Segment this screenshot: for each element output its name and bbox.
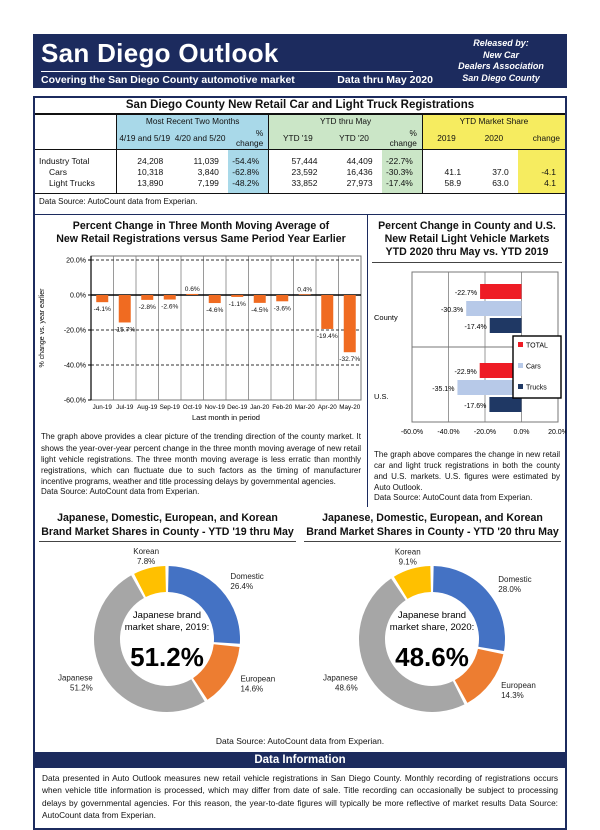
- table-cell: 37.0: [492, 167, 509, 177]
- table-cell: -30.3%: [382, 167, 423, 178]
- table-cell: 4.1: [518, 178, 565, 193]
- svg-text:European14.3%: European 14.3%: [501, 681, 536, 701]
- county-us-panel: [367, 215, 566, 507]
- row-label: Cars: [49, 167, 67, 177]
- svg-text:0.4%: 0.4%: [297, 286, 313, 294]
- svg-text:-20.0%: -20.0%: [63, 327, 86, 335]
- moving-average-panel: [35, 215, 367, 507]
- svg-text:Dec-19: Dec-19: [227, 404, 248, 412]
- svg-text:Trucks: Trucks: [526, 384, 547, 392]
- moving-average-note: The graph above provides a clear picture of the trending direction of the county market. It shows the year-over-year percent change in the three month moving average of new retail light vehicle registrations. The three month moving average is less erratic than monthly registrations, which can fluctuate due to such factors as the timing of manufacturer incentive programs, weather and title processing delays by governmental agencies.: [41, 432, 361, 487]
- released-by-line: New Car: [482, 49, 519, 60]
- svg-text:market share, 2019:: market share, 2019:: [124, 621, 210, 633]
- released-by-line: Released by:: [473, 38, 529, 48]
- table-cell: -17.4%: [382, 178, 423, 193]
- column-subheader: 2019: [422, 127, 470, 150]
- svg-text:Nov-19: Nov-19: [204, 404, 225, 412]
- donut-2020-panel: [300, 507, 565, 733]
- svg-text:% change vs. year earlier: % change vs. year earlier: [39, 288, 46, 368]
- table-cell: -62.8%: [228, 167, 269, 178]
- svg-text:Jan-20: Jan-20: [250, 404, 270, 412]
- svg-text:-32.7%: -32.7%: [339, 356, 361, 364]
- svg-text:-22.7%: -22.7%: [454, 289, 478, 297]
- svg-text:-22.9%: -22.9%: [454, 368, 477, 376]
- svg-text:Domestic26.4%: Domestic 26.4%: [230, 571, 264, 591]
- masthead-divider: [41, 71, 413, 72]
- svg-text:Mar-20: Mar-20: [294, 404, 315, 412]
- table-source: Data Source: AutoCount data from Experian.: [35, 193, 565, 214]
- column-subheader: change: [518, 127, 565, 150]
- county-us-title: Percent Change in County and U.S. New Retail Light Vehicle Markets YTD 2020 thru May vs. YTD 2019: [372, 220, 562, 263]
- donut-2020-title: Japanese, Domestic, European, and Korean Brand Market Shares in County - YTD '20 thru May: [304, 512, 561, 541]
- column-subheader: % change: [228, 127, 269, 150]
- donut-2019-chart: [35, 545, 300, 734]
- table-cell: 24,208: [117, 150, 173, 168]
- column-subheader: 4/20 and 5/20: [172, 127, 228, 150]
- svg-text:-40.0%: -40.0%: [437, 428, 460, 436]
- svg-text:51.2%: 51.2%: [130, 641, 204, 672]
- svg-text:-60.0%: -60.0%: [400, 428, 424, 436]
- svg-text:-4.1%: -4.1%: [93, 306, 111, 314]
- svg-text:-2.6%: -2.6%: [161, 304, 179, 312]
- row-label: Industry Total: [39, 156, 90, 166]
- table-cell: 41.1: [422, 167, 470, 178]
- svg-text:-17.4%: -17.4%: [464, 323, 487, 331]
- released-by-block: [440, 38, 562, 85]
- moving-average-chart: [35, 248, 367, 429]
- moving-average-title: Percent Change in Three Month Moving Average of New Retail Registrations versus Same Period Year Earlier: [56, 220, 346, 246]
- svg-text:Oct-19: Oct-19: [182, 404, 202, 412]
- svg-text:Jun-19: Jun-19: [92, 404, 112, 412]
- column-group-header: YTD thru May: [269, 115, 423, 127]
- svg-text:Sep-19: Sep-19: [159, 404, 180, 412]
- donut-2020-chart: [300, 545, 565, 734]
- svg-text:-35.1%: -35.1%: [432, 385, 455, 393]
- svg-text:Jul-19: Jul-19: [116, 404, 134, 412]
- svg-text:-19.4%: -19.4%: [316, 333, 338, 341]
- svg-text:-2.8%: -2.8%: [138, 304, 156, 312]
- data-information-text: Data presented in Auto Outlook measures new retail vehicle registrations in San Diego County. Monthly recording of registrations occurs when vehicle title information is processed, which may differ from date of sale. Title recording can occasionally be subject to processing delays by governmental agencies. For this reason, the year-to-date figures will typically be more reflective of market results Data Source: AutoCount data from Experian.: [42, 772, 558, 821]
- svg-text:-40.0%: -40.0%: [63, 362, 86, 370]
- report-body: [33, 96, 567, 830]
- table-row: [35, 167, 565, 178]
- table-row: [35, 150, 565, 168]
- table-cell: 3,840: [197, 167, 219, 177]
- market-share-section: [35, 507, 565, 733]
- report-page: [33, 34, 567, 830]
- column-group-row: [35, 115, 565, 127]
- registrations-tbody: [35, 150, 565, 194]
- donut-2019-title: Japanese, Domestic, European, and Korean Brand Market Shares in County - YTD '19 thru May: [39, 512, 296, 541]
- svg-text:Japanese51.2%: Japanese 51.2%: [57, 673, 93, 693]
- svg-text:market share, 2020:: market share, 2020:: [389, 621, 475, 633]
- donut-source: Data Source: AutoCount data from Experian.: [215, 735, 385, 746]
- column-subheader: % change: [382, 127, 423, 150]
- svg-text:Feb-20: Feb-20: [272, 404, 293, 412]
- column-group-header: YTD Market Share: [422, 115, 565, 127]
- table-cell: 58.9: [422, 178, 470, 193]
- svg-text:20.0%: 20.0%: [548, 428, 566, 436]
- table-cell: 7,199: [197, 178, 219, 188]
- svg-text:Korean9.1%: Korean 9.1%: [394, 547, 421, 567]
- svg-text:-1.1%: -1.1%: [228, 301, 246, 309]
- column-subheader: 2020: [470, 127, 518, 150]
- donut-2019-panel: [35, 507, 300, 733]
- report-title: San Diego Outlook: [41, 38, 279, 68]
- svg-text:-4.6%: -4.6%: [206, 307, 224, 315]
- table-cell: 44,409: [346, 156, 373, 166]
- table-cell: 23,592: [269, 167, 327, 178]
- table-cell: 13,890: [117, 178, 173, 193]
- county-us-source: Data Source: AutoCount data from Experian.: [374, 493, 533, 503]
- charts-section: [35, 215, 565, 507]
- svg-text:Japanese brand: Japanese brand: [397, 609, 467, 621]
- svg-text:Japanese brand: Japanese brand: [132, 609, 202, 621]
- column-group-header: Most Recent Two Months: [117, 115, 269, 127]
- svg-text:U.S.: U.S.: [374, 391, 389, 401]
- svg-text:-15.7%: -15.7%: [114, 326, 136, 334]
- table-cell: -54.4%: [228, 150, 269, 168]
- table-cell: [470, 150, 518, 168]
- svg-text:County: County: [374, 312, 398, 322]
- svg-text:0.0%: 0.0%: [513, 428, 530, 436]
- svg-text:Cars: Cars: [526, 363, 541, 371]
- svg-text:-4.5%: -4.5%: [251, 307, 269, 315]
- table-cell: 63.0: [492, 178, 509, 188]
- column-subheader-row: [35, 127, 565, 150]
- table-cell: 10,318: [117, 167, 173, 178]
- masthead-subtitle: Covering the San Diego County automotive market: [41, 74, 295, 86]
- masthead: [33, 34, 567, 88]
- released-by-line: Dealers Association: [458, 61, 544, 72]
- data-thru-label: Data thru May 2020: [337, 74, 433, 86]
- svg-text:0.0%: 0.0%: [70, 292, 86, 300]
- svg-text:May-20: May-20: [339, 404, 361, 412]
- table-cell: 57,444: [269, 150, 327, 168]
- released-by-line: San Diego County: [462, 73, 540, 84]
- table-cell: 33,852: [269, 178, 327, 193]
- svg-text:-17.6%: -17.6%: [464, 402, 487, 410]
- row-label: Light Trucks: [49, 178, 95, 188]
- table-row: [35, 178, 565, 193]
- svg-text:Apr-20: Apr-20: [317, 404, 337, 412]
- table-cell: -48.2%: [228, 178, 269, 193]
- table-title: San Diego County New Retail Car and Light Truck Registrations: [35, 98, 565, 115]
- svg-text:0.6%: 0.6%: [184, 286, 200, 294]
- data-information-bar: Data Information: [35, 752, 565, 768]
- column-subheader: YTD '19: [269, 127, 327, 150]
- svg-text:Japanese48.6%: Japanese 48.6%: [322, 673, 358, 693]
- svg-text:-20.0%: -20.0%: [473, 428, 497, 436]
- svg-text:Domestic28.0%: Domestic 28.0%: [498, 575, 532, 595]
- county-us-chart: [368, 266, 566, 447]
- county-us-note: The graph above compares the change in new retail car and light truck registrations in both the county and U.S. markets. U.S. figures were estimated by Auto Outlook.: [374, 449, 560, 493]
- svg-text:48.6%: 48.6%: [395, 641, 469, 672]
- table-cell: 11,039: [193, 156, 219, 166]
- svg-text:European14.6%: European 14.6%: [240, 674, 276, 694]
- table-cell: [422, 150, 470, 168]
- table-cell: [518, 150, 565, 168]
- registrations-table: [35, 115, 565, 193]
- table-cell: -22.7%: [382, 150, 423, 168]
- table-cell: 27,973: [346, 178, 373, 188]
- column-subheader: 4/19 and 5/19: [117, 127, 173, 150]
- svg-text:-30.3%: -30.3%: [441, 306, 464, 314]
- svg-text:Aug-19: Aug-19: [137, 404, 158, 412]
- column-subheader: YTD '20: [326, 127, 381, 150]
- svg-text:Korean7.8%: Korean 7.8%: [133, 546, 160, 566]
- moving-average-source: Data Source: AutoCount data from Experian.: [41, 487, 200, 497]
- svg-text:20.0%: 20.0%: [66, 257, 86, 265]
- table-cell: -4.1: [518, 167, 565, 178]
- svg-text:Last month in period: Last month in period: [192, 413, 260, 423]
- svg-text:TOTAL: TOTAL: [526, 342, 548, 350]
- table-cell: 16,436: [346, 167, 373, 177]
- registrations-table-section: [35, 98, 565, 215]
- svg-text:-60.0%: -60.0%: [63, 397, 86, 405]
- svg-text:-3.6%: -3.6%: [273, 305, 291, 313]
